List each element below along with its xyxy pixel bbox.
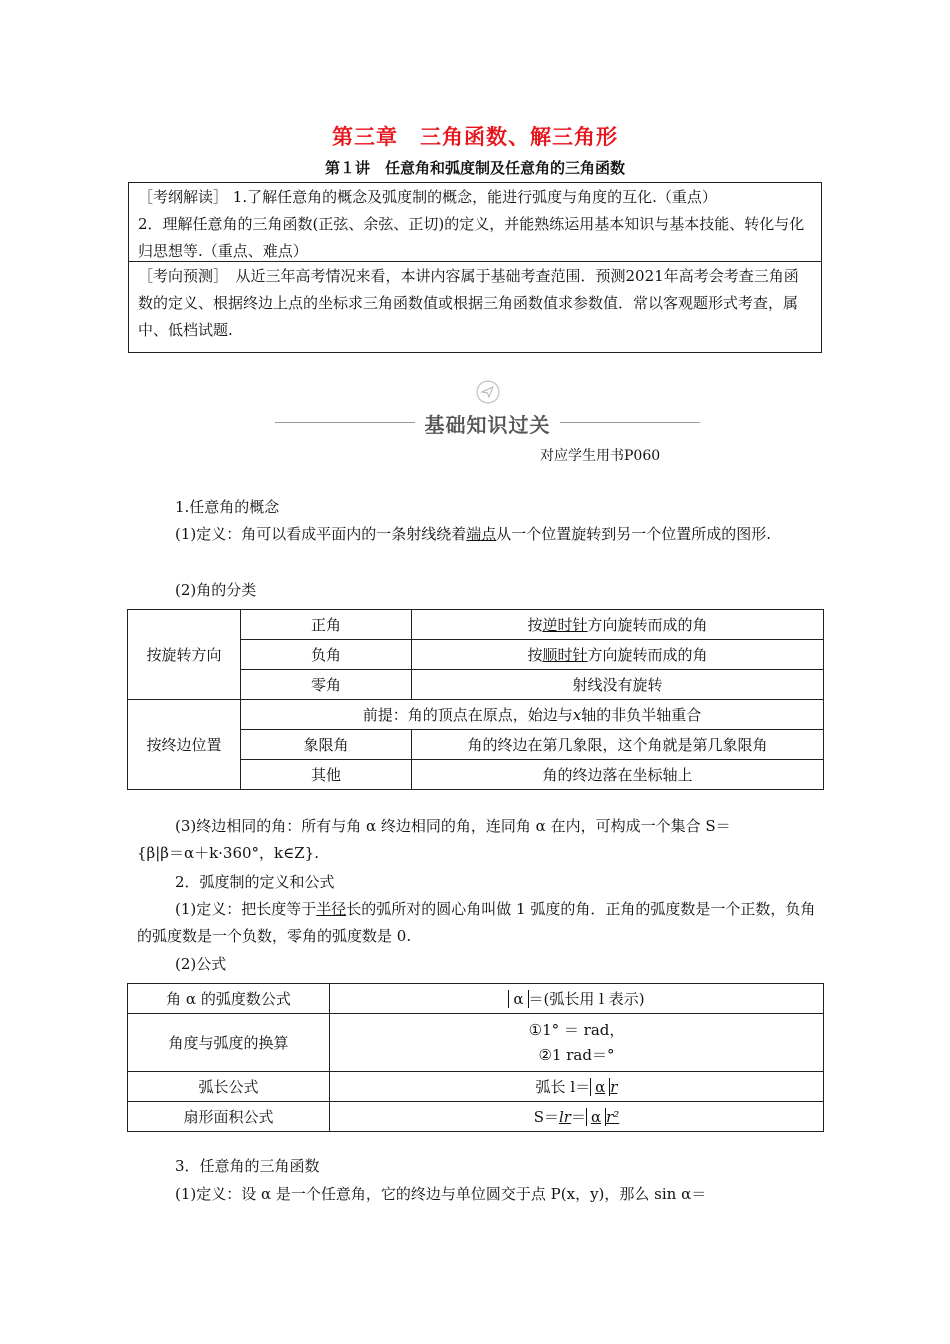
conversion-line-2: ②1 rad＝° <box>538 1045 615 1064</box>
radian-formula-table <box>127 983 824 1132</box>
table-row <box>128 700 824 730</box>
syllabus-line-2: 2．理解任意角的三角函数(正弦、余弦、正切)的定义，并能熟练运用基本知识与基本技能、转化与化归思想等.（重点、难点） <box>138 215 805 260</box>
cell-other-desc: 角的终边落在坐标轴上 <box>412 760 824 790</box>
syllabus-box <box>128 182 822 353</box>
table-row <box>128 610 824 640</box>
abs-alpha: α <box>586 1108 606 1126</box>
coterminal-line-2: {β|β＝α＋k·360°，k∈Z}. <box>137 844 319 862</box>
coterminal-line-1: (3)终边相同的角：所有与角 α 终边相同的角，连同角 α 在内，可构成一个集合 S＝ <box>175 817 731 835</box>
cell-positive-desc <box>412 610 824 640</box>
group-rotation-direction: 按旋转方向 <box>128 610 241 700</box>
desc-post: 方向旋转而成的角 <box>587 645 708 664</box>
s1-def-pre: (1)定义：角可以看成平面内的一条射线绕着 <box>175 525 467 543</box>
arc-r: r <box>610 1077 618 1096</box>
sector-lr: lr <box>558 1107 571 1126</box>
s1-coterminal <box>137 813 823 867</box>
s1-definition <box>137 521 823 548</box>
cell-arc-length-value <box>330 1072 824 1102</box>
cell-other: 其他 <box>241 760 412 790</box>
section-title: 基础知识过关 <box>424 413 551 437</box>
arc-answer <box>590 1078 617 1096</box>
premise-post: 轴的非负半轴重合 <box>581 705 702 724</box>
exam-forecast <box>129 262 821 344</box>
cell-zero-desc: 射线没有旋转 <box>412 670 824 700</box>
s2-def-underlined: 半径 <box>316 900 347 918</box>
cell-zero-angle: 零角 <box>241 670 412 700</box>
s1-def-underlined: 端点 <box>466 525 497 543</box>
desc-underlined: 顺时针 <box>542 645 588 664</box>
cell-positive-angle: 正角 <box>241 610 412 640</box>
sector-r2: r² <box>606 1107 620 1126</box>
lecture-title: 第１讲 任意角和弧度制及任意角的三角函数 <box>324 159 625 177</box>
forecast-text: 从近三年高考情况来看，本讲内容属于基础考查范围．预测2021年高考会考查三角函数的定义、根据终边上点的坐标求三角函数值或根据三角函数值求参数值．常以客观题形式考查，属中、低档试题. <box>138 267 799 339</box>
cell-premise <box>241 700 824 730</box>
syllabus-label: ［考纲解读］ <box>138 188 229 206</box>
cell-sector-area-value <box>330 1102 824 1132</box>
cell-radian-formula-value <box>330 984 824 1014</box>
chapter-title: 第三章 三角函数、解三角形 <box>332 124 618 149</box>
cell-quadrant-desc: 角的终边在第几象限，这个角就是第几象限角 <box>412 730 824 760</box>
paper-plane-icon <box>476 380 500 404</box>
abs-alpha: α <box>508 990 528 1008</box>
abs-alpha: α <box>590 1078 610 1096</box>
forecast-label: ［考向预测］ <box>138 267 221 285</box>
group-terminal-position: 按终边位置 <box>128 700 241 790</box>
conversion-line-1: ①1° ＝ rad， <box>528 1020 625 1039</box>
cell-negative-angle: 负角 <box>241 640 412 670</box>
desc-pre: 按 <box>527 615 543 634</box>
s2-formula-heading: (2)公式 <box>175 955 227 973</box>
table-row <box>128 1014 824 1072</box>
desc-underlined: 逆时针 <box>542 615 588 634</box>
s3-definition: (1)定义：设 α 是一个任意角，它的终边与单位圆交于点 P(x，y)，那么 sin α＝ <box>175 1185 707 1203</box>
s1-heading: 1.任意角的概念 <box>175 498 280 516</box>
sector-pre: S＝ <box>533 1107 559 1126</box>
table-row <box>128 984 824 1014</box>
premise-pre: 前提：角的顶点在原点，始边与 <box>362 705 573 724</box>
cell-conversion-name: 角度与弧度的换算 <box>128 1014 330 1072</box>
sector-answer <box>586 1108 619 1126</box>
s2-def-pre: (1)定义：把长度等于 <box>175 900 317 918</box>
table-row <box>128 1102 824 1132</box>
s1-def-post: 从一个位置旋转到另一个位置所成的图形. <box>496 525 772 543</box>
desc-post: 方向旋转而成的角 <box>587 615 708 634</box>
s2-heading: 2．弧度制的定义和公式 <box>175 873 335 891</box>
premise-x: x <box>572 705 582 724</box>
cell-arc-length-name: 弧长公式 <box>128 1072 330 1102</box>
cell-conversion-value <box>330 1014 824 1072</box>
s1-class-heading: (2)角的分类 <box>175 581 257 599</box>
cell-quadrant-angle: 象限角 <box>241 730 412 760</box>
s2-definition <box>137 896 823 950</box>
table-row <box>128 1072 824 1102</box>
arc-pre: 弧长 l＝ <box>535 1077 591 1096</box>
section-banner <box>275 380 700 440</box>
cell-radian-formula-name: 角 α 的弧度数公式 <box>128 984 330 1014</box>
s3-heading: 3．任意角的三角函数 <box>175 1157 320 1175</box>
book-reference: 对应学生用书P060 <box>540 448 661 464</box>
angle-classification-table <box>127 609 824 790</box>
syllabus-interpretation <box>129 183 821 262</box>
radian-formula-post: ＝(弧长用 l 表示) <box>528 989 645 1008</box>
sector-eq: ＝ <box>570 1107 586 1126</box>
desc-pre: 按 <box>527 645 543 664</box>
cell-negative-desc <box>412 640 824 670</box>
syllabus-line-1: 1.了解任意角的概念及弧度制的概念，能进行弧度与角度的互化.（重点） <box>228 188 717 206</box>
s2-def-post: 长的弧所对的圆心角叫做 1 弧度的角．正角的弧度数是一个正数，负角的弧度数是一个负数，零角的弧度数是 0. <box>137 900 816 945</box>
cell-sector-area-name: 扇形面积公式 <box>128 1102 330 1132</box>
